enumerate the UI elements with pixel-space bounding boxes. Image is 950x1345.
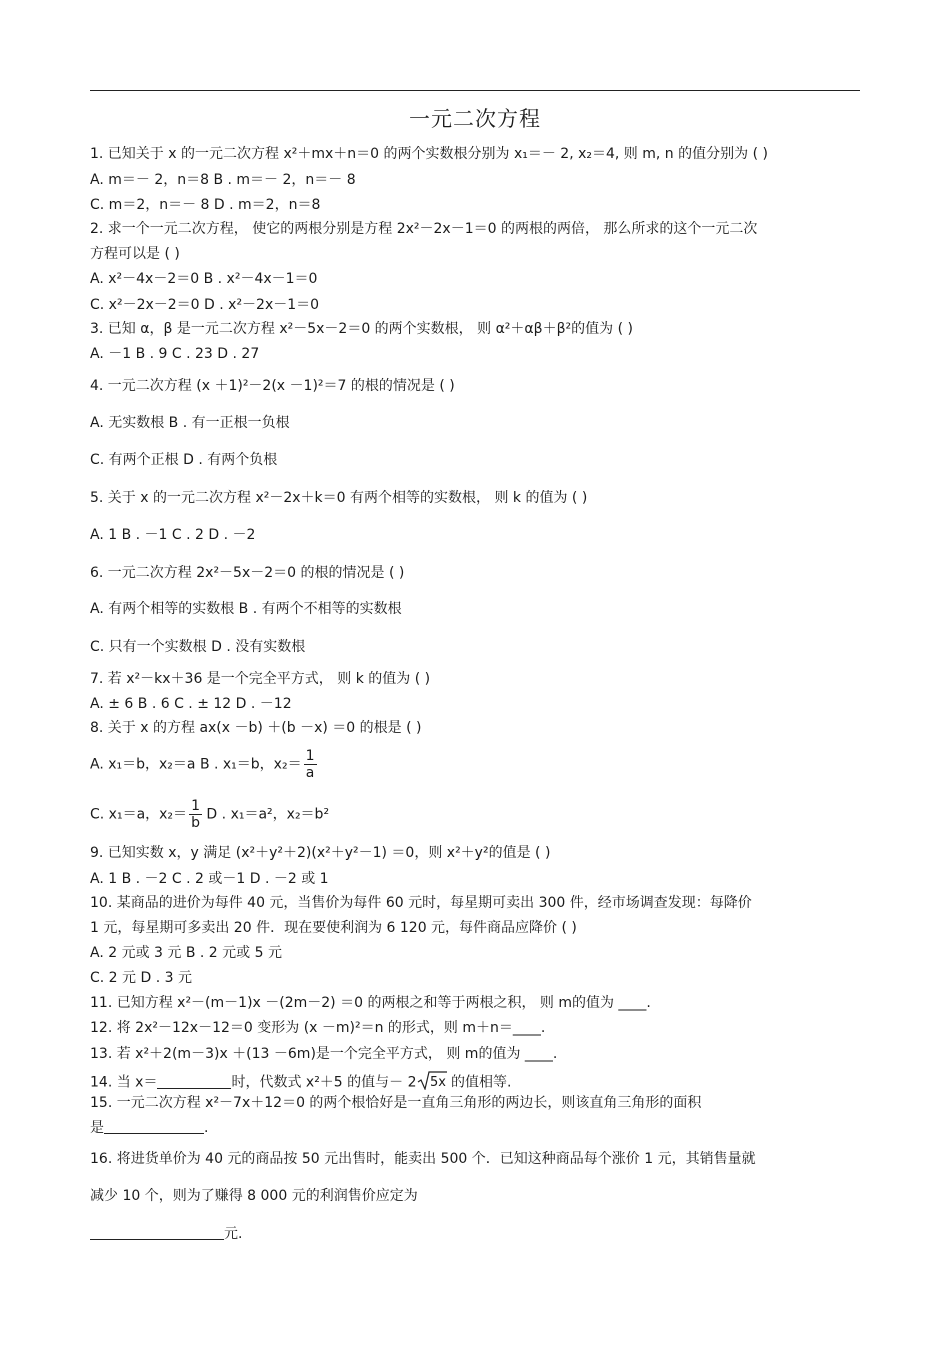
question-1-options-ab: A. m＝－ 2，n＝8 B . m＝－ 2，n＝－ 8	[90, 172, 356, 188]
question-15-cont: 是 .	[90, 1120, 209, 1136]
question-16: 16. 将进货单价为 40 元的商品按 50 元出售时，能卖出 500 个．已知这种商品每个涨价 1 元，其销售量就	[90, 1151, 756, 1167]
option-text-rest: D . x₁＝a²，x₂＝b²	[201, 806, 330, 823]
question-2: 2. 求一个一元二次方程， 使它的两根分别是方程 2x²－2x－1＝0 的两根的两倍， 那么所求的这个一元二次	[90, 221, 758, 237]
question-10: 10. 某商品的进价为每件 40 元，当售价为每件 60 元时，每星期可卖出 300 件，经市场调查发现：每降价	[90, 895, 752, 911]
question-2-options-cd: C. x²－2x－2＝0 D . x²－2x－1＝0	[90, 297, 320, 313]
question-1-options-cd: C. m＝2，n＝－ 8 D . m＝2，n＝8	[90, 197, 321, 213]
question-4-options-cd: C. 有两个正根 D . 有两个负根	[90, 452, 278, 468]
question-11: 11. 已知方程 x²－(m－1)x －(2m－2) ＝0 的两根之和等于两根之积， 则 m的值为 ____.	[90, 995, 651, 1011]
question-8: 8. 关于 x 的方程 ax(x －b) ＋(b －x) ＝0 的根是 ( )	[90, 720, 422, 736]
answer-blank	[90, 1225, 224, 1240]
fraction-one-over-a: $\frac{1}{a}$	[305, 748, 315, 781]
question-2-cont: 方程可以是 ( )	[90, 246, 180, 262]
question-3: 3. 已知 α，β 是一元二次方程 x²－5x－2＝0 的两个实数根， 则 α²＋αβ＋β²的值为 ( )	[90, 321, 633, 337]
sqrt-icon	[417, 1070, 447, 1095]
question-2-options-ab: A. x²－4x－2＝0 B . x²－4x－1＝0	[90, 271, 318, 287]
question-3-options: A. －1 B . 9 C . 23 D . 27	[90, 346, 260, 362]
answer-blank	[104, 1119, 204, 1134]
top-rule	[90, 90, 860, 91]
option-text: C. x₁＝a，x₂＝	[90, 806, 188, 823]
fraction-one-over-b: $\frac{1}{b}$	[191, 798, 200, 831]
question-5: 5. 关于 x 的一元二次方程 x²－2x＋k＝0 有两个相等的实数根， 则 k 的值为 ( )	[90, 490, 588, 506]
question-10-cont: 1 元，每星期可多卖出 20 件．现在要使利润为 6 120 元，每件商品应降价 ( )	[90, 920, 577, 936]
question-4-options-ab: A. 无实数根 B . 有一正根一负根	[90, 415, 290, 431]
question-9: 9. 已知实数 x，y 满足 (x²＋y²＋2)(x²＋y²－1) ＝0，则 x²＋y²的值是 ( )	[90, 845, 551, 861]
option-text: A. x₁＝b，x₂＝a B . x₁＝b，x₂＝	[90, 756, 302, 773]
question-14: 14. 当 x＝ 时，代数式 x²＋5 的值与－ 2 5x 的值相等.	[90, 1070, 511, 1095]
question-13: 13. 若 x²＋2(m－3)x ＋(13 －6m)是一个完全平方式， 则 m的值为 ____.	[90, 1046, 558, 1062]
page-title: 一元二次方程	[409, 107, 541, 131]
question-10-options-ab: A. 2 元或 3 元 B . 2 元或 5 元	[90, 945, 282, 961]
question-10-options-cd: C. 2 元 D . 3 元	[90, 970, 192, 986]
question-7: 7. 若 x²－kx＋36 是一个完全平方式， 则 k 的值为 ( )	[90, 671, 431, 687]
question-12: 12. 将 2x²－12x－12＝0 变形为 (x －m)²＝n 的形式，则 m＋n＝____.	[90, 1020, 546, 1036]
question-15: 15. 一元二次方程 x²－7x＋12＝0 的两个根恰好是一直角三角形的两边长，则该直角三角形的面积	[90, 1095, 702, 1111]
question-6-options-cd: C. 只有一个实数根 D . 没有实数根	[90, 639, 306, 655]
question-1: 1. 已知关于 x 的一元二次方程 x²＋mx＋n＝0 的两个实数根分别为 x₁＝－ 2, x₂＝4, 则 m, n 的值分别为 ( )	[90, 146, 768, 162]
question-5-options: A. 1 B . －1 C . 2 D . －2	[90, 527, 256, 543]
question-6: 6. 一元二次方程 2x²－5x－2＝0 的根的情况是 ( )	[90, 565, 405, 581]
question-8-options-cd	[90, 798, 329, 831]
question-4: 4. 一元二次方程 (x ＋1)²－2(x －1)²＝7 的根的情况是 ( )	[90, 378, 455, 394]
question-7-options: A. ± 6 B . 6 C . ± 12 D . －12	[90, 696, 292, 712]
question-16-cont: 减少 10 个，则为了赚得 8 000 元的利润售价应定为	[90, 1188, 418, 1204]
question-8-options-ab	[90, 748, 317, 781]
svg-text:5x: 5x	[429, 1075, 446, 1090]
question-6-options-ab: A. 有两个相等的实数根 B . 有两个不相等的实数根	[90, 601, 402, 617]
question-16-answer: 元.	[90, 1225, 242, 1243]
answer-blank	[157, 1074, 231, 1089]
question-9-options: A. 1 B . －2 C . 2 或－1 D . －2 或 1	[90, 871, 329, 887]
